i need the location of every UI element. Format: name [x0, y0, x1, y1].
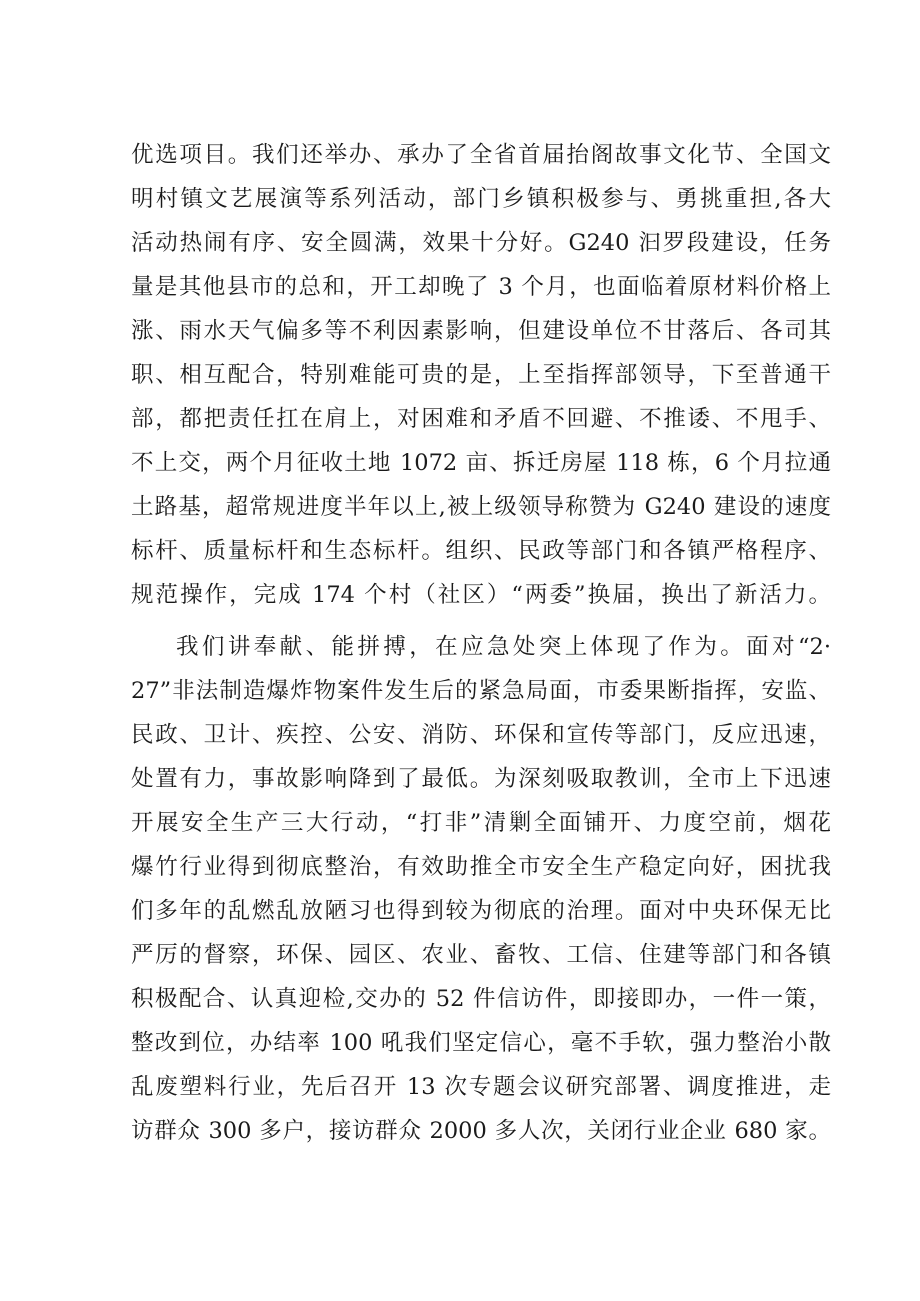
- text-line: 爆竹行业得到彻底整治，有效助推全市安全生产稳定向好，困扰我: [131, 854, 831, 880]
- text-line: 量是其他县市的总和，开工却晚了 3 个月，也面临着原材料价格上: [131, 274, 831, 300]
- text-line: 土路基，超常规进度半年以上,被上级领导称赞为 G240 建设的速度: [131, 494, 831, 520]
- text-line: 规范操作，完成 174 个村（社区）“两委”换届，换出了新活力。: [131, 582, 831, 608]
- text-line: 涨、雨水天气偏多等不利因素影响，但建设单位不甘落后、各司其: [131, 318, 831, 344]
- text-line: 明村镇文艺展演等系列活动，部门乡镇积极参与、勇挑重担,各大: [131, 186, 831, 212]
- text-line: 们多年的乱燃乱放陋习也得到较为彻底的治理。面对中央环保无比: [131, 898, 831, 924]
- text-line: 活动热闹有序、安全圆满，效果十分好。G240 汩罗段建设，任务: [131, 230, 831, 256]
- text-line: 不上交，两个月征收土地 1072 亩、拆迁房屋 118 栋，6 个月拉通: [131, 450, 831, 476]
- text-line: 严厉的督察，环保、园区、农业、畜牧、工信、住建等部门和各镇: [131, 942, 831, 968]
- text-line: 开展安全生产三大行动，“打非”清剿全面铺开、力度空前，烟花: [131, 810, 831, 836]
- text-line: 整改到位，办结率 100 吼我们坚定信心，毫不手软，强力整治小散: [131, 1030, 831, 1056]
- text-line: 优选项目。我们还举办、承办了全省首届抬阁故事文化节、全国文: [131, 142, 831, 168]
- text-line: 乱废塑料行业，先后召开 13 次专题会议研究部署、调度推进，走: [131, 1074, 831, 1100]
- text-line: 我们讲奉献、能拼搏，在应急处突上体现了作为。面对“2·: [176, 634, 831, 660]
- text-line: 27”非法制造爆炸物案件发生后的紧急局面，市委果断指挥，安监、: [131, 678, 831, 704]
- text-line: 访群众 300 多户，接访群众 2000 多人次，关闭行业企业 680 家。: [131, 1118, 831, 1144]
- text-line: 标杆、质量标杆和生态标杆。组织、民政等部门和各镇严格程序、: [131, 538, 831, 564]
- text-line: 部，都把责任扛在肩上，对困难和矛盾不回避、不推诿、不甩手、: [131, 406, 831, 432]
- text-line: 积极配合、认真迎检,交办的 52 件信访件，即接即办，一件一策，: [131, 986, 831, 1012]
- text-line: 民政、卫计、疾控、公安、消防、环保和宣传等部门，反应迅速，: [131, 722, 831, 748]
- text-line: 职、相互配合，特别难能可贵的是，上至指挥部领导，下至普通干: [131, 362, 831, 388]
- text-line: 处置有力，事故影响降到了最低。为深刻吸取教训，全市上下迅速: [131, 766, 831, 792]
